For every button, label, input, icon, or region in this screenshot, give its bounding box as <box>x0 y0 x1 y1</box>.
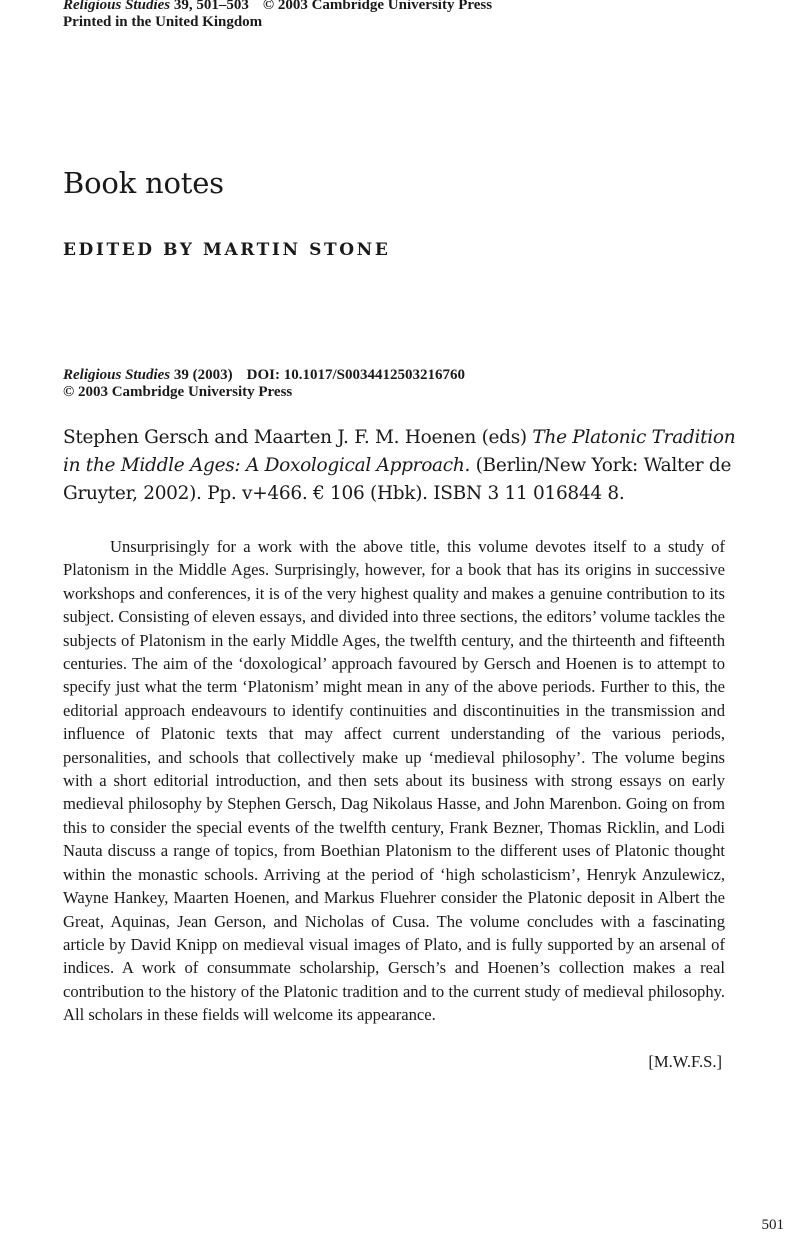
citation-authors: Stephen Gersch and Maarten J. F. M. Hoenen (eds) <box>63 427 533 448</box>
meta-journal-line <box>63 367 465 384</box>
header-volume: 39 <box>173 0 189 13</box>
review-body: Unsurprisingly for a work with the above title, this volume devotes itself to a study of Platonism in the Middle Ages. Surprisingly, however, for a book that has its origins in successive workshops and conferences, it is of the very highest quality and makes a genuine contribution to its subject. Consisting of eleven essays, and divided into three sections, the editors’ volume tackles the subjects of Platonism in the early Middle Ages, the twelfth century, and the thirteenth and fifteenth centuries. The aim of the ‘doxological’ approach favoured by Gersch and Hoenen is to attempt to specify just what the term ‘Platonism’ might mean in any of the above periods. Further to this, the editorial approach endeavours to identify continuities and discontinuities in the transmission and influence of Platonic texts that may affect current understanding of the various periods, personalities, and schools that collectively make up ‘medieval philosophy’. The volume begins with a short editorial introduction, and then sets about its business with strong essays on early medieval philosophy by Stephen Gersch, Dag Nikolaus Hasse, and John Marenbon. Going on from this to consider the special events of the twelfth century, Frank Bezner, Thomas Ricklin, and Lodi Nauta discuss a range of topics, from Boethian Platonism to the different uses of Platonic thought within the monastic schools. Arriving at the period of ‘high scholasticism’, Henryk Anzulewicz, Wayne Hankey, Maarten Hoenen, and Markus Fluehrer consider the Platonic deposit in Albert the Great, Aquinas, Jean Gerson, and Nicholas of Cusa. The volume concludes with a fascinating article by David Knipp on medieval visual images of Plato, and is fully supported by an arsenal of indices. A work of consummate scholarship, Gersch’s and Hoenen’s collection makes a real contribution to the history of the Platonic tradition and to the current study of medieval philosophy. All scholars in these fields will welcome its appearance. <box>63 537 725 1025</box>
article-meta <box>63 367 465 401</box>
meta-volume: 39 <box>173 367 189 383</box>
meta-doi: DOI: 10.1017/S0034412503216760 <box>246 367 465 383</box>
citation-book-title: The Platonic Tradition in the Middle Ages: A Doxological Approach. <box>63 427 736 476</box>
section-title: Book notes <box>63 166 224 200</box>
meta-copyright: © 2003 Cambridge University Press <box>63 384 293 400</box>
header-printed: Printed in the United Kingdom <box>63 14 263 30</box>
header-copyright: © 2003 Cambridge University Press <box>262 0 493 13</box>
section-editor: EDITED BY MARTIN STONE <box>63 240 391 260</box>
book-citation <box>63 424 743 508</box>
review-signature: [M.W.F.S.] <box>648 1052 722 1071</box>
meta-year: (2003) <box>188 367 233 383</box>
header-pages: , 501–503 <box>188 0 249 13</box>
citation-details: (Berlin/New York: Walter de Gruyter, 2002). Pp. v+466. € 106 (Hbk). ISBN 3 11 016844 8. <box>63 455 732 504</box>
page-number: 501 <box>761 1217 784 1233</box>
header-journal-title: Religious Studies <box>63 0 171 13</box>
header-journal-line <box>63 0 492 14</box>
running-header <box>63 0 492 31</box>
meta-journal-title: Religious Studies <box>63 367 171 383</box>
